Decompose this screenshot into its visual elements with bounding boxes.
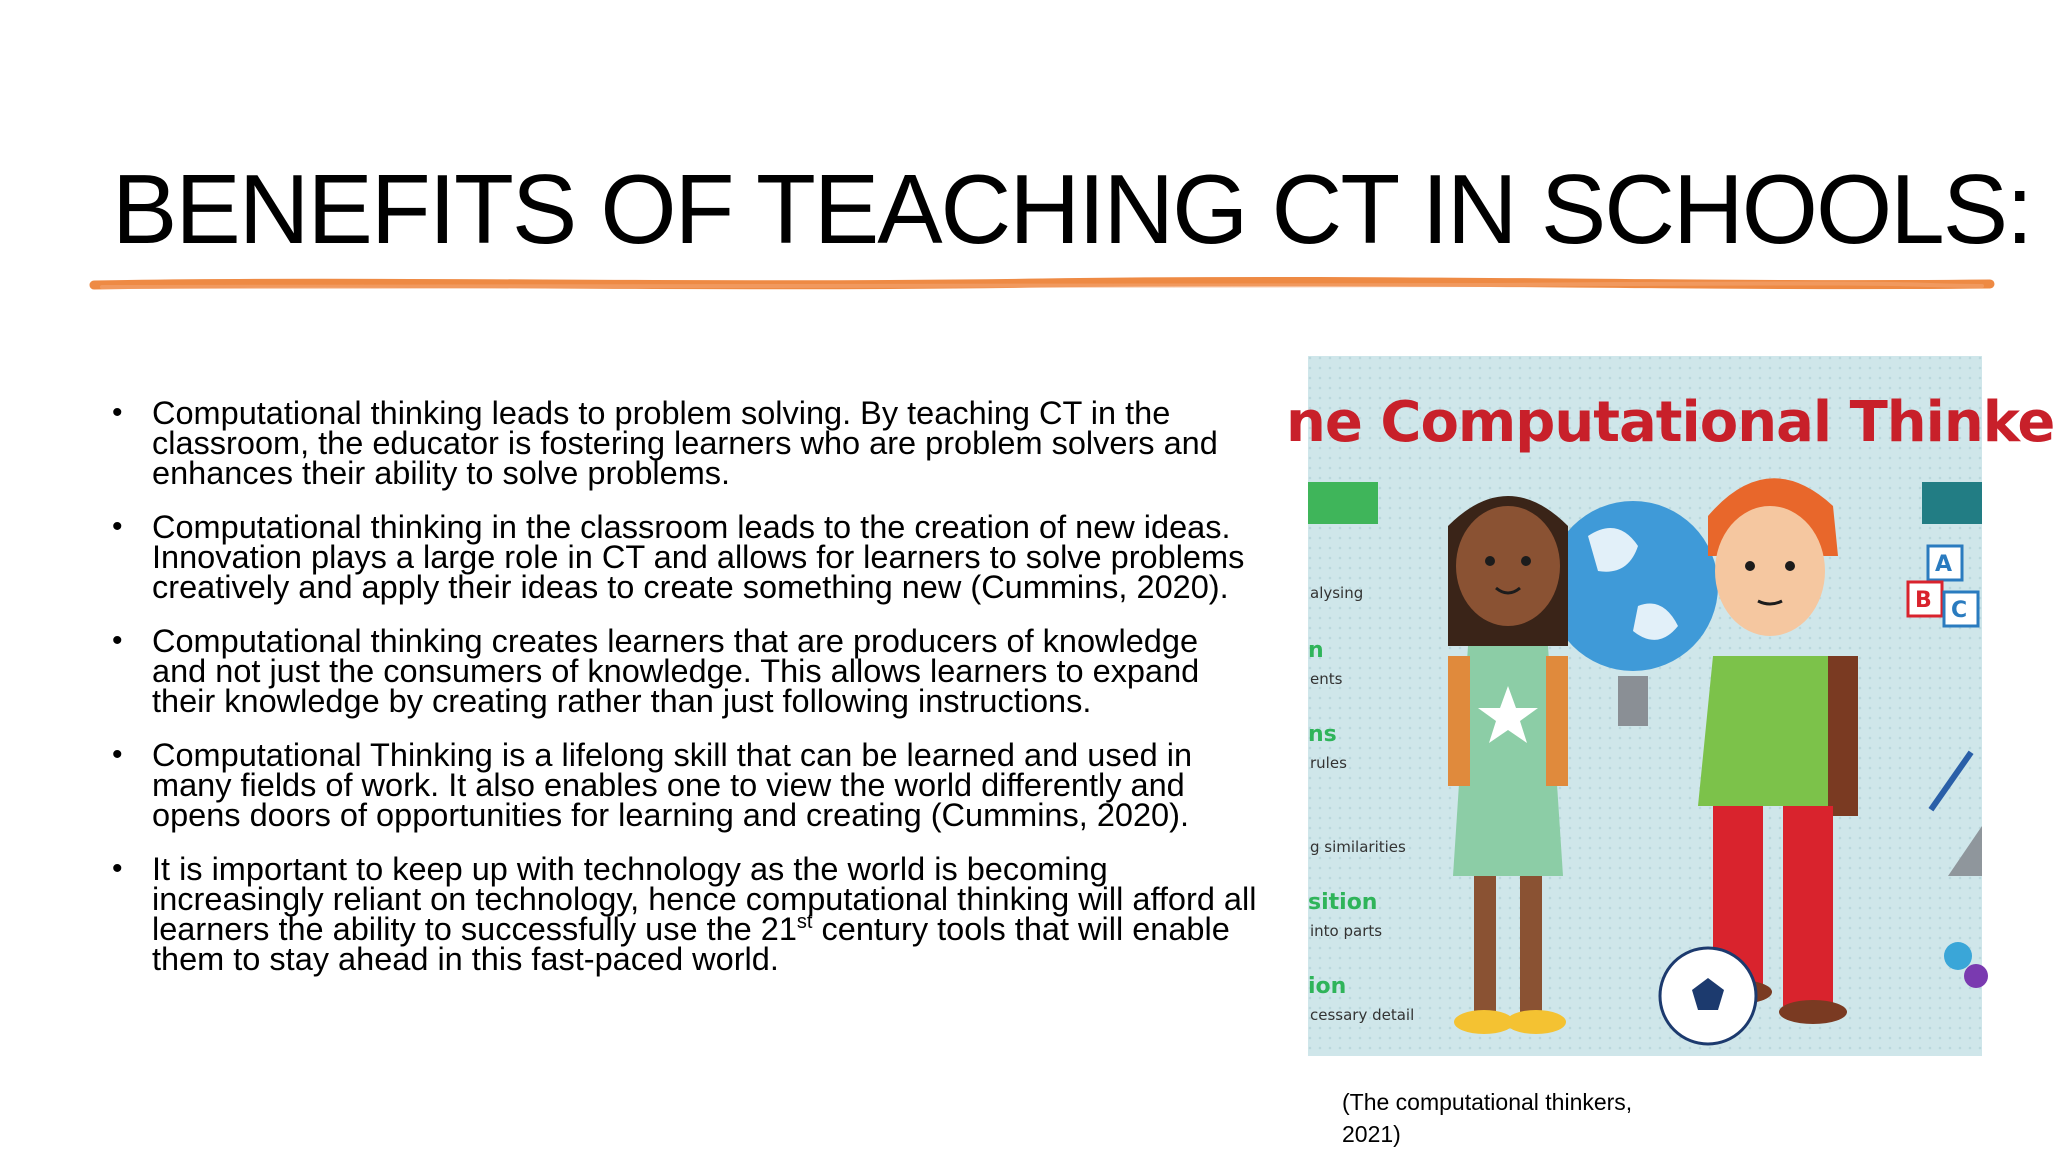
side-label: cessary detail — [1310, 1006, 1415, 1024]
list-item — [110, 851, 1260, 977]
bullet-text: Computational thinking leads to problem solving. By teaching CT in the classroom, the educator is fostering learners who are problem solvers and enhances their ability to solve problems. — [152, 395, 1218, 491]
bullet-text: Computational thinking in the classroom leads to the creation of new ideas. Innovation plays a large role in CT and allows for learners to solve problems creatively and apply their ideas to create something new (Cummins, 2020). — [152, 509, 1245, 605]
bullet-text: It is important to keep up with technology as the world is becoming increasingly reliant on technology, hence computational thinking will afford all learners the ability to successfully use the 21st century tools that will enable them to stay ahead in this fast-paced world. — [152, 851, 1257, 977]
side-label: into parts — [1310, 922, 1383, 940]
bullet-text: Computational thinking creates learners that are producers of knowledge and not just the consumers of knowledge. This allows learners to expand their knowledge by creating rather than just following instructions. — [152, 623, 1200, 719]
side-label-heading: sition — [1308, 890, 1378, 915]
side-label: rules — [1310, 754, 1347, 772]
list-item — [110, 623, 1260, 719]
list-item — [110, 737, 1260, 833]
bullet-dot: • — [112, 510, 123, 543]
side-label: alysing — [1310, 584, 1364, 602]
list-item — [110, 395, 1260, 491]
bullet-dot: • — [112, 624, 123, 657]
bullet-dot: • — [112, 738, 123, 771]
side-label-heading: ns — [1308, 722, 1337, 747]
side-label-heading: n — [1308, 638, 1324, 663]
illustration-heading: ne Computational Thinke — [1286, 390, 2054, 455]
side-label: ents — [1310, 670, 1343, 688]
figure-caption: (The computational thinkers, 2021) — [1342, 1089, 1633, 1147]
benefits-list — [110, 395, 1260, 998]
computational-thinkers-illustration — [1286, 356, 2054, 1056]
side-label-heading: ion — [1308, 974, 1347, 999]
side-label: g similarities — [1310, 838, 1406, 856]
block-letter: C — [1951, 598, 1968, 623]
block-letter: B — [1915, 588, 1932, 613]
block-letter: A — [1935, 552, 1953, 577]
title-underline — [92, 274, 1992, 296]
superscript: st — [796, 911, 813, 934]
bullet-dot: • — [112, 396, 123, 429]
list-item — [110, 509, 1260, 605]
illustration-art — [1308, 356, 1982, 1056]
slide-title: BENEFITS OF TEACHING CT IN SCHOOLS: — [112, 154, 2032, 264]
bullet-dot: • — [112, 852, 123, 885]
bullet-text: Computational Thinking is a lifelong skill that can be learned and used in many fields of work. It also enables one to view the world differently and opens doors of opportunities for learning and creating (Cummins, 2020). — [152, 737, 1193, 833]
